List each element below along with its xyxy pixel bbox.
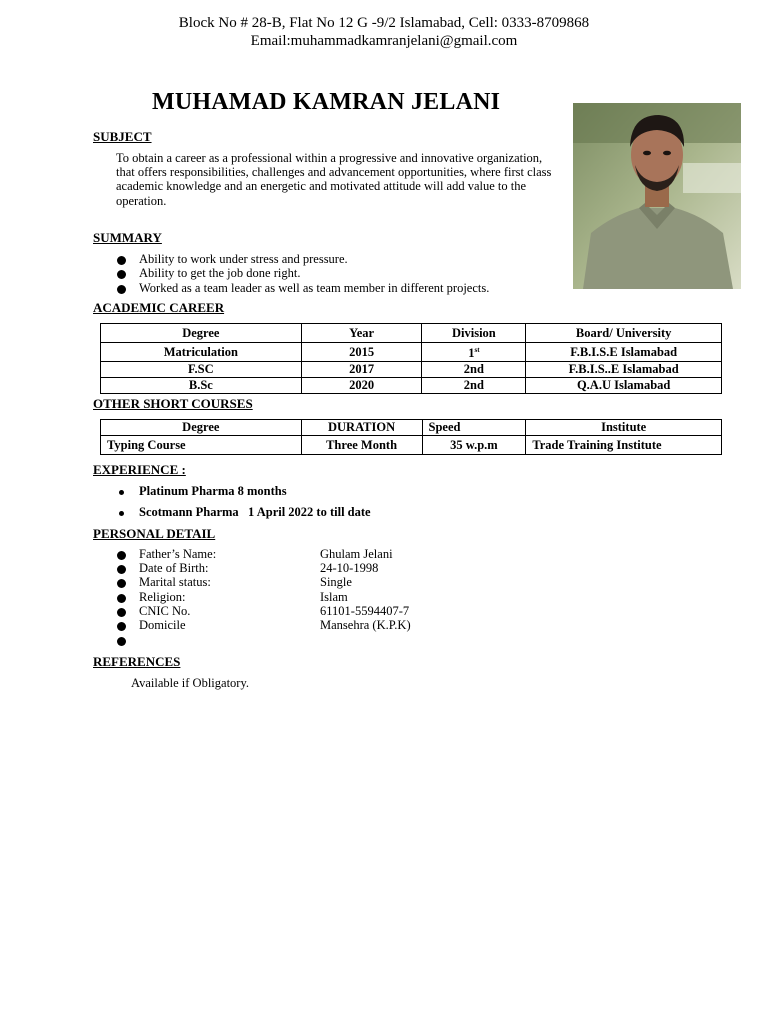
table-row: [101, 343, 722, 362]
table-header-row: [101, 420, 722, 436]
section-references-heading: REFERENCES: [93, 654, 181, 669]
bullet-icon: [117, 594, 126, 603]
section-experience-heading: EXPERIENCE :: [93, 462, 186, 477]
table-cell: Trade Training Institute: [526, 436, 722, 455]
references-text: Available if Obligatory.: [131, 676, 250, 690]
list-item: Scotmann Pharma 1 April 2022 to till date: [93, 505, 371, 519]
bullet-icon: [117, 637, 126, 646]
division-number: 1: [468, 346, 475, 361]
table-cell: 2017: [301, 362, 422, 378]
column-header: Speed: [422, 420, 526, 436]
courses-table: [100, 419, 722, 455]
table-row: [101, 378, 722, 394]
detail-value: Ghulam Jelani: [320, 547, 393, 561]
profile-photo: [573, 103, 741, 289]
division-cell: [422, 343, 526, 362]
bullet-icon: [117, 622, 126, 631]
detail-value: 24-10-1998: [320, 561, 379, 575]
table-cell: F.B.I.S.E Islamabad: [526, 343, 722, 362]
list-item: Worked as a team leader as well as team member in different projects.: [93, 281, 489, 295]
column-header: Division: [422, 324, 526, 343]
detail-value: Mansehra (K.P.K): [320, 618, 411, 632]
bullet-icon: [117, 579, 126, 588]
detail-label: Father’s Name:: [139, 547, 217, 561]
division-ordinal-suffix: st: [474, 346, 480, 354]
detail-value: Islam: [320, 590, 348, 604]
detail-label: CNIC No.: [139, 604, 191, 618]
column-header: Institute: [526, 420, 722, 436]
contact-address: Block No # 28-B, Flat No 12 G -9/2 Islamabad, Cell: 0333-8709868: [178, 15, 590, 31]
list-item: Ability to work under stress and pressure.: [93, 252, 489, 266]
table-row: [101, 362, 722, 378]
table-cell: Typing Course: [101, 436, 302, 455]
section-subject-heading: SUBJECT: [93, 129, 152, 144]
table-header-row: [101, 324, 722, 343]
experience-list: [93, 484, 371, 520]
column-header: Degree: [101, 420, 302, 436]
candidate-name: MUHAMAD KAMRAN JELANI: [152, 89, 501, 115]
section-academic-heading: ACADEMIC CAREER: [93, 300, 225, 315]
section-summary-heading: SUMMARY: [93, 230, 162, 245]
table-cell: F.SC: [101, 362, 302, 378]
list-item: Platinum Pharma 8 months: [93, 484, 371, 498]
bullet-icon: [117, 608, 126, 617]
detail-label: Religion:: [139, 590, 186, 604]
table-cell: 2015: [301, 343, 422, 362]
table-cell: 2nd: [422, 362, 526, 378]
contact-email: Email:muhammadkamranjelani@gmail.com: [250, 33, 518, 49]
detail-value: Single: [320, 575, 352, 589]
detail-label: Date of Birth:: [139, 561, 209, 575]
table-cell: 2nd: [422, 378, 526, 394]
column-header: DURATION: [301, 420, 422, 436]
subject-text: To obtain a career as a professional within a progressive and innovative organization, that offers responsibilities, challenges and advancement opportunities, where first class academic knowledge and an energetic and motivated attitude will add value to the operation.: [116, 151, 552, 208]
table-cell: 35 w.p.m: [422, 436, 526, 455]
table-cell: Three Month: [301, 436, 422, 455]
list-item: Ability to get the job done right.: [93, 266, 489, 280]
detail-label: Marital status:: [139, 575, 211, 589]
column-header: Year: [301, 324, 422, 343]
section-personal-heading: PERSONAL DETAIL: [93, 526, 216, 541]
table-row: [101, 436, 722, 455]
bullet-icon: [117, 551, 126, 560]
bullet-icon: [117, 565, 126, 574]
column-header: Degree: [101, 324, 302, 343]
summary-list: [93, 252, 489, 295]
table-cell: 2020: [301, 378, 422, 394]
table-cell: Q.A.U Islamabad: [526, 378, 722, 394]
academic-table: [100, 323, 722, 394]
detail-label: Domicile: [139, 618, 186, 632]
table-cell: Matriculation: [101, 343, 302, 362]
detail-value: 61101-5594407-7: [320, 604, 410, 618]
section-courses-heading: OTHER SHORT COURSES: [93, 396, 253, 411]
table-cell: F.B.I.S..E Islamabad: [526, 362, 722, 378]
column-header: Board/ University: [526, 324, 722, 343]
table-cell: B.Sc: [101, 378, 302, 394]
